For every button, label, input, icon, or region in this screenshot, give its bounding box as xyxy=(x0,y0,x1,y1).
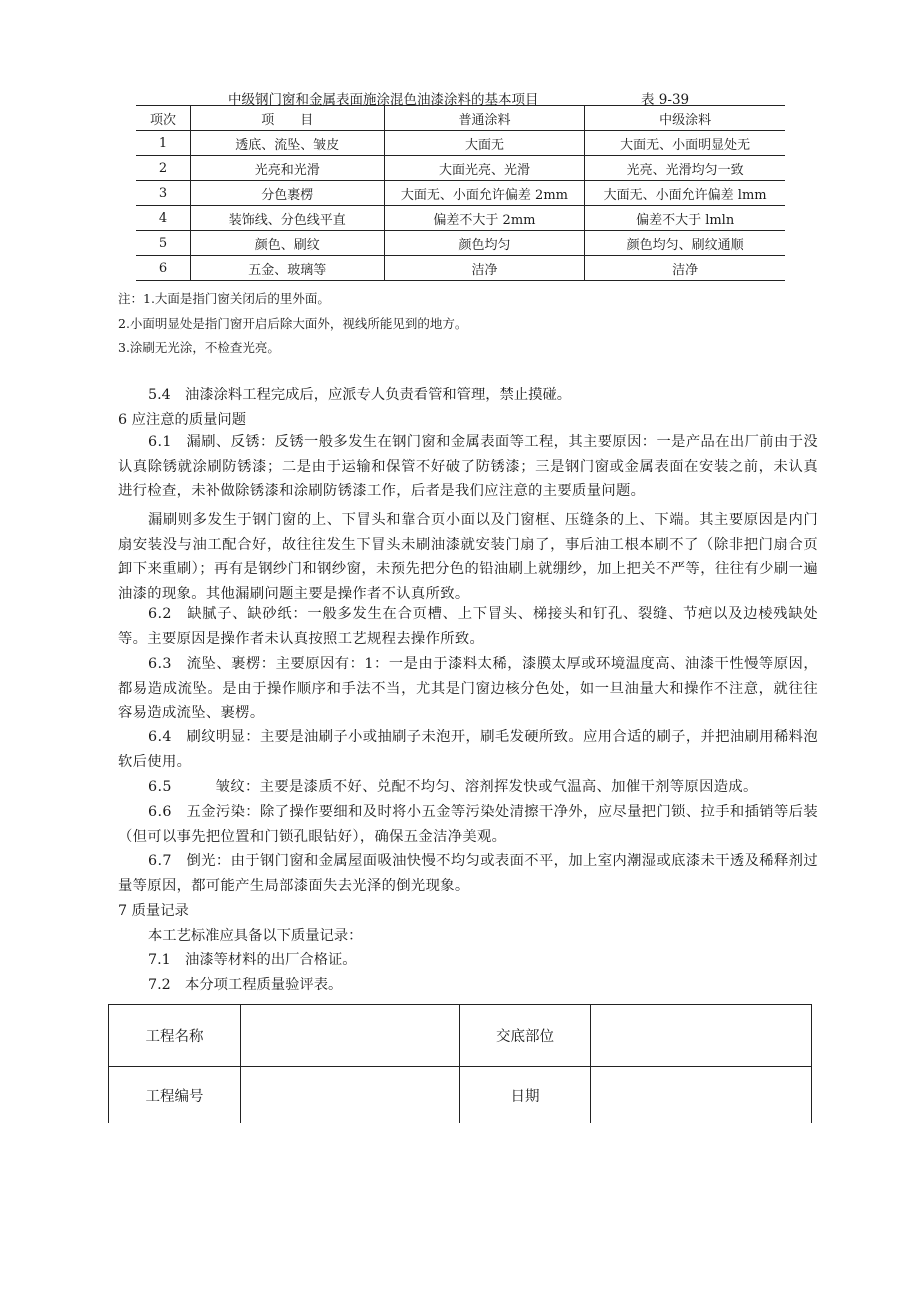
project-number-field[interactable] xyxy=(241,1067,460,1124)
table-header-row xyxy=(136,106,785,131)
table-cell: 3 xyxy=(136,181,190,206)
table-number: 表 9-39 xyxy=(641,92,690,108)
table-note-3: 3.涂刷无光涂，不检查光亮。 xyxy=(118,340,280,355)
table-cell: 分色裹楞 xyxy=(190,181,384,206)
table-cell: 光亮和光滑 xyxy=(190,156,384,181)
paragraph-6-4: 6.4 刷纹明显：主要是油刷子小或抽刷子未泡开，刷毛发硬所致。应用合适的刷子，并把油刷用稀料泡软后使用。 xyxy=(118,729,818,770)
paragraph-6-1-continued: 漏刷则多发生于钢门窗的上、下冒头和靠合页小面以及门窗框、压缝条的上、下端。其主要原因是内门扇安装没与油工配合好，故往往发生下冒头未刷油漆就安装门扇了，事后油工根本刷不了（除非把门扇合页卸下来重刷）；再有是钢纱门和钢纱窗，未预先把分色的铅油刷上就绷纱，加上把关不严等，往往有少刷一遍油漆的现象。其他漏刷问题主要是操作者不认真所致。 xyxy=(118,512,818,602)
table-title: 中级钢门窗和金属表面施涂混色油漆涂料的基本项目 xyxy=(228,92,539,108)
table-cell: 洁净 xyxy=(585,256,785,281)
project-number-label: 工程编号 xyxy=(109,1067,241,1124)
project-name-field[interactable] xyxy=(241,1005,460,1067)
table-cell: 偏差不大于 lmln xyxy=(585,206,785,231)
date-field[interactable] xyxy=(591,1067,812,1124)
date-label: 日期 xyxy=(460,1067,591,1124)
table-row xyxy=(136,131,785,156)
table-note-1: 注：1.大面是指门窗关闭后的里外面。 xyxy=(118,291,330,306)
table-cell: 1 xyxy=(136,131,190,156)
header-cell: 中级涂料 xyxy=(585,106,785,131)
table-cell: 大面无、小面允许偏差 2mm xyxy=(384,181,585,206)
paragraph-6-2: 6.2 缺腻子、缺砂纸：一般多发生在合页槽、上下冒头、梯接头和钉孔、裂缝、节疤以及边棱残缺处等。主要原因是操作者未认真按照工艺规程去操作所致。 xyxy=(118,606,818,647)
project-name-label: 工程名称 xyxy=(109,1005,241,1067)
table-row xyxy=(136,206,785,231)
header-cell: 普通涂料 xyxy=(384,106,585,131)
table-cell: 5 xyxy=(136,231,190,256)
table-cell: 五金、玻璃等 xyxy=(190,256,384,281)
table-cell: 大面光亮、光滑 xyxy=(384,156,585,181)
table-cell: 洁净 xyxy=(384,256,585,281)
paragraph-6-6: 6.6 五金污染：除了操作要细和及时将小五金等污染处清擦干净外，应尽量把门锁、拉手和插销等后装（但可以事先把位置和门锁孔眼钻好），确保五金洁净美观。 xyxy=(118,804,818,845)
table-cell: 颜色均匀、刷纹通顺 xyxy=(585,231,785,256)
table-cell: 4 xyxy=(136,206,190,231)
table-note-2: 2.小面明显处是指门窗开启后除大面外，视线所能见到的地方。 xyxy=(118,316,468,331)
paragraph-6-1: 6.1 漏刷、反锈：反锈一般多发生在钢门窗和金属表面等工程，其主要原因：一是产品在出厂前由于没认真除锈就涂刷防锈漆；二是由于运输和保管不好破了防锈漆；三是钢门窗或金属表面在安装之前，未认真进行检查，未补做除锈漆和涂刷防锈漆工作，后者是我们应注意的主要质量问题。 xyxy=(118,434,818,500)
section-7-intro: 本工艺标准应具备以下质量记录： xyxy=(148,928,363,944)
paragraph-6-5: 6.5 皱纹：主要是漆质不好、兑配不均匀、溶剂挥发快或气温高、加催干剂等原因造成。 xyxy=(148,779,758,795)
table-cell: 透底、流坠、皱皮 xyxy=(190,131,384,156)
table-cell: 6 xyxy=(136,256,190,281)
section-7-1: 7.1 油漆等材料的出厂合格证。 xyxy=(148,952,357,968)
table-cell: 光亮、光滑均匀一致 xyxy=(585,156,785,181)
paragraph-6-3: 6.3 流坠、裹楞：主要原因有：1：一是由于漆料太稀，漆膜太厚或环境温度高、油漆干性慢等原因，都易造成流坠。是由于操作顺序和手法不当，尤其是门窗边核分色处，如一旦油量大和操作不注意，就往往容易造成流坠、裹楞。 xyxy=(118,656,818,722)
table-row xyxy=(136,156,785,181)
table-cell: 大面无 xyxy=(384,131,585,156)
table-cell: 装饰线、分色线平直 xyxy=(190,206,384,231)
table-row xyxy=(136,231,785,256)
table-cell: 偏差不大于 2mm xyxy=(384,206,585,231)
header-cell: 项 目 xyxy=(190,106,384,131)
handover-part-label: 交底部位 xyxy=(460,1005,591,1067)
table-cell: 颜色均匀 xyxy=(384,231,585,256)
section-5-4: 5.4 油漆涂料工程完成后，应派专人负责看管和管理，禁止摸碰。 xyxy=(148,387,572,403)
table-row xyxy=(136,256,785,281)
table-cell: 2 xyxy=(136,156,190,181)
table-cell: 大面无、小面允许偏差 lmm xyxy=(585,181,785,206)
table-cell: 颜色、刷纹 xyxy=(190,231,384,256)
table-row xyxy=(136,181,785,206)
section-7-heading: 7 质量记录 xyxy=(118,903,189,919)
form-row xyxy=(109,1005,812,1067)
handover-part-field[interactable] xyxy=(591,1005,812,1067)
form-row xyxy=(109,1067,812,1124)
section-7-2: 7.2 本分项工程质量验评表。 xyxy=(148,977,343,993)
quality-items-table xyxy=(136,105,785,281)
table-cell: 大面无、小面明显处无 xyxy=(585,131,785,156)
paragraph-6-7: 6.7 倒光：由于钢门窗和金属屋面吸油快慢不均匀或表面不平，加上室内潮湿或底漆未干透及稀释剂过量等原因，都可能产生局部漆面失去光泽的倒光现象。 xyxy=(118,853,818,894)
header-cell: 项次 xyxy=(136,106,190,131)
handover-form-table xyxy=(108,1004,812,1123)
section-6-heading: 6 应注意的质量问题 xyxy=(118,412,247,428)
